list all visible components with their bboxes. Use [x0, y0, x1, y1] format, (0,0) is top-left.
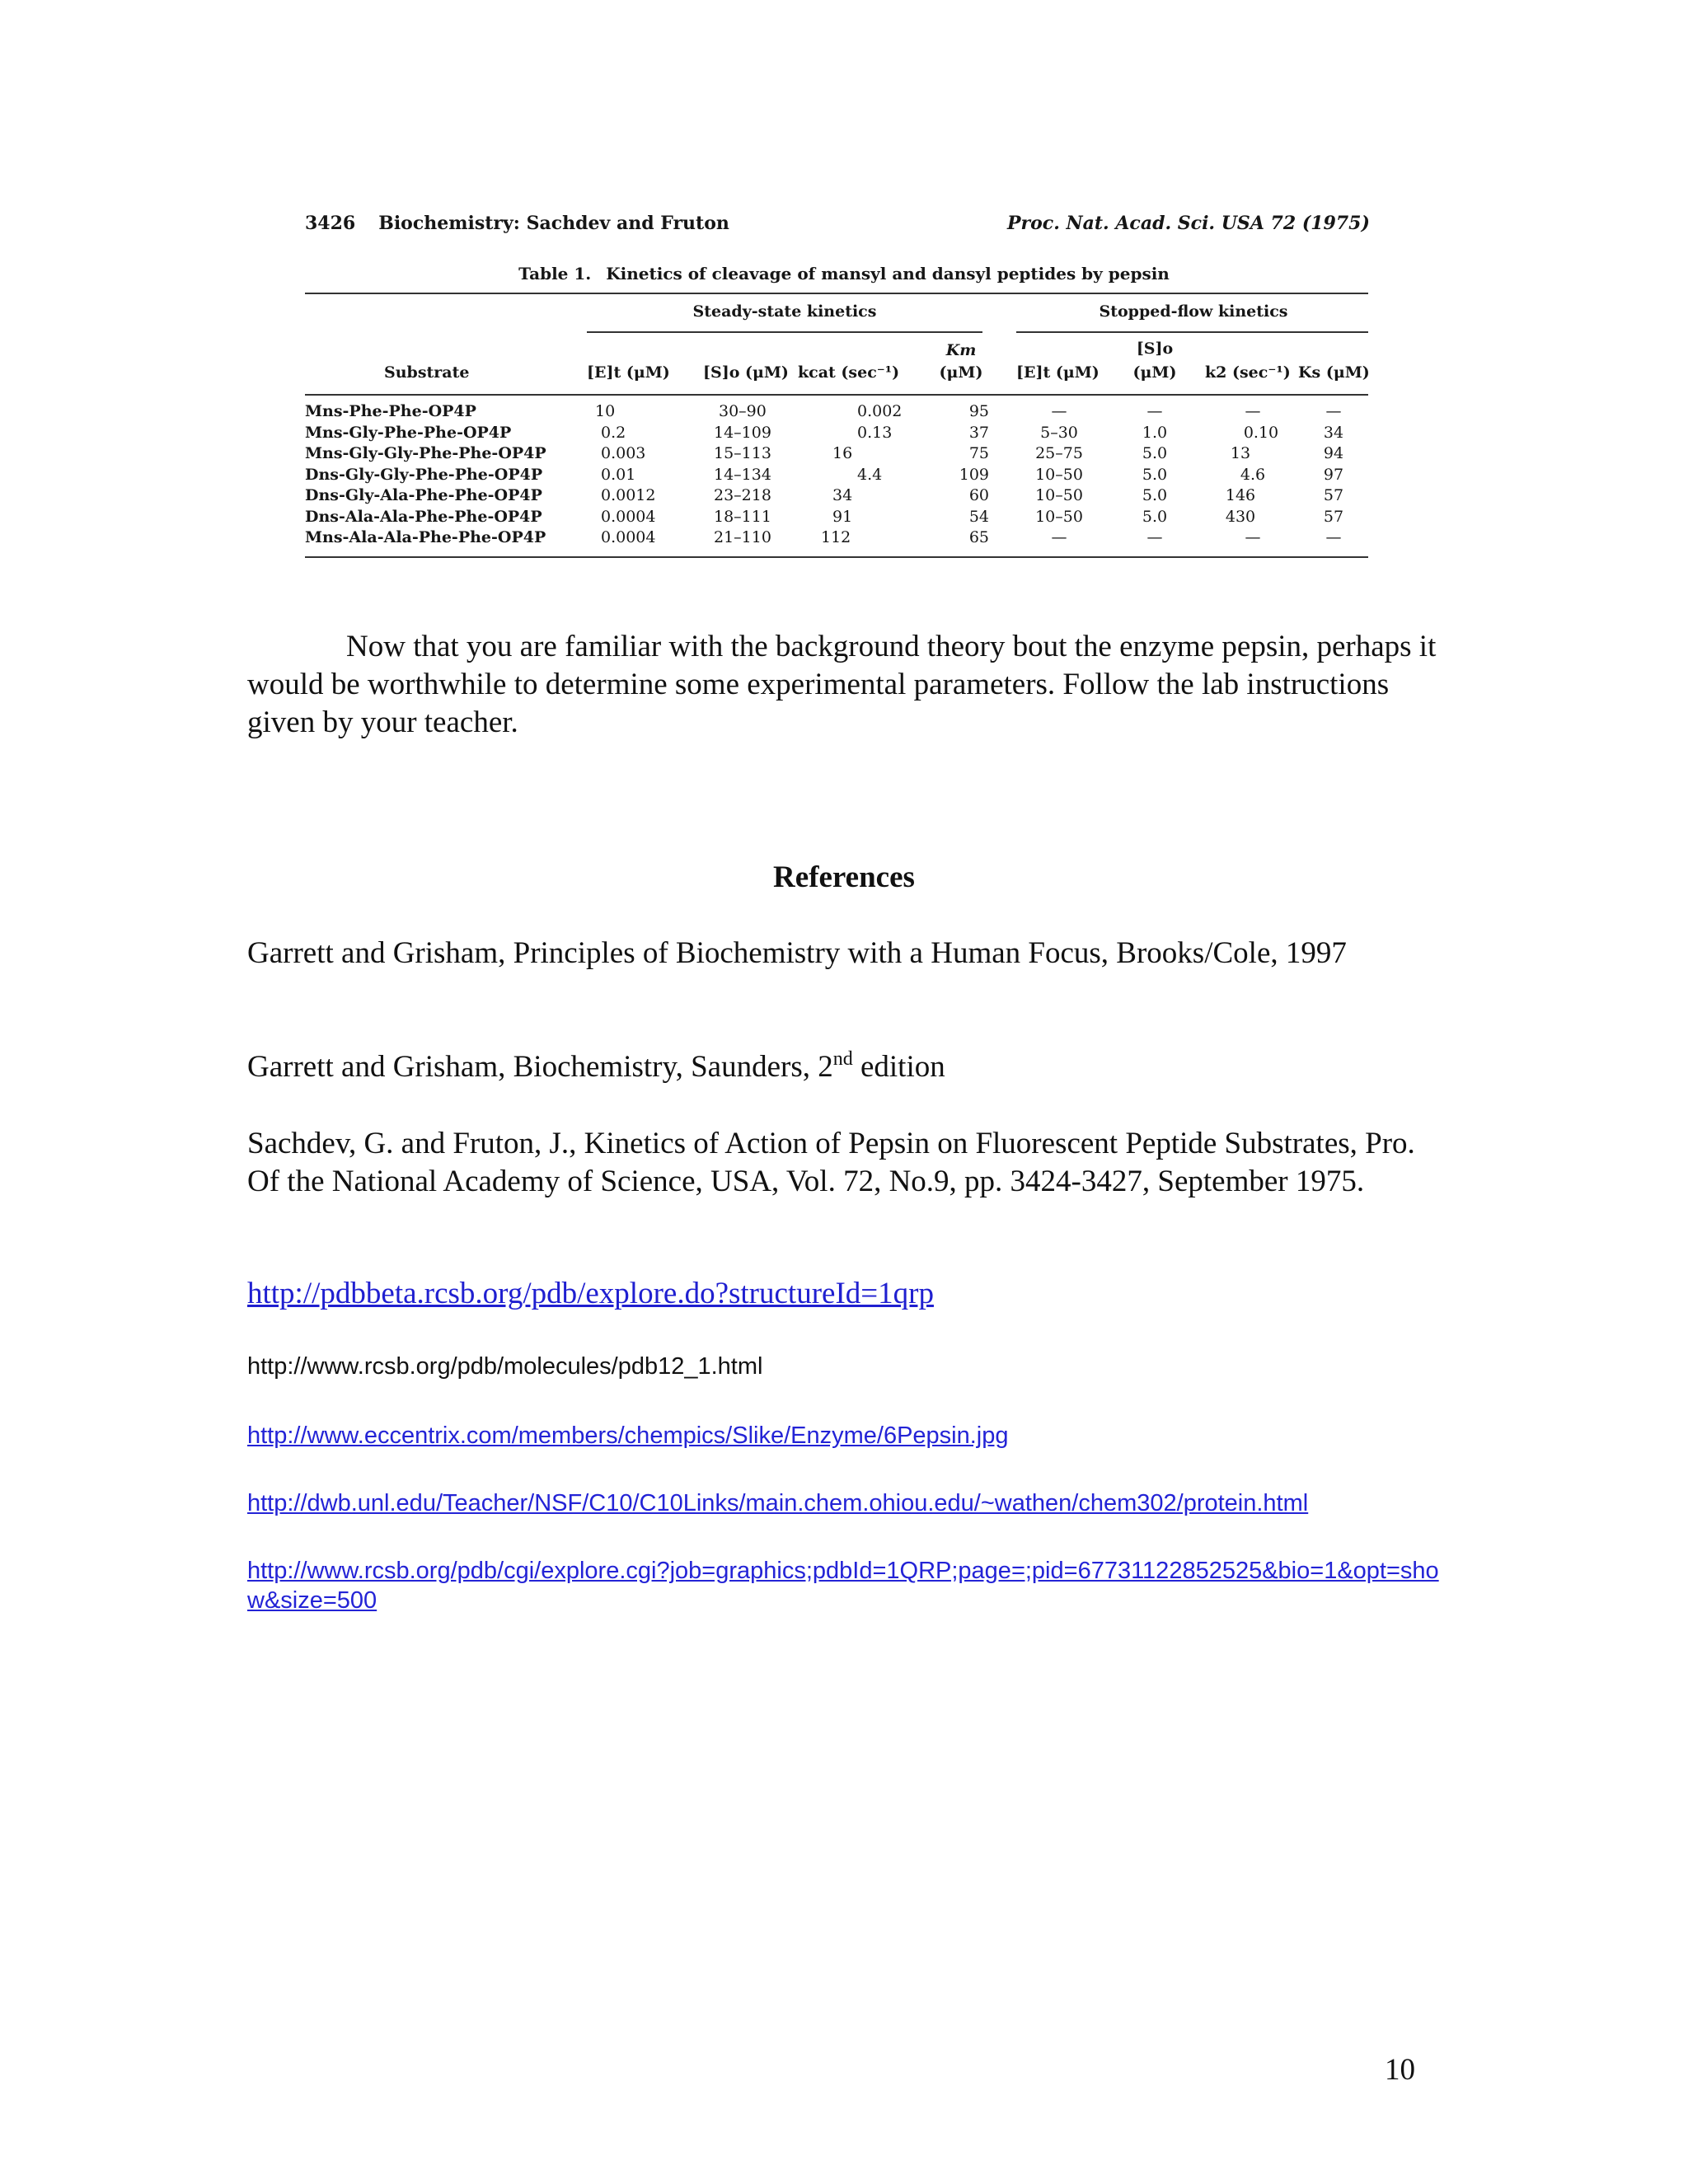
table-cell: 10–50 — [1035, 486, 1083, 504]
table-cell: Mns-Phe-Phe-OP4P — [305, 402, 476, 420]
link-eccentrix-pepsin[interactable]: http://www.eccentrix.com/members/chempics/Slike/Enzyme/6Pepsin.jpg — [247, 1422, 1009, 1449]
table-cell: 57 — [1323, 507, 1344, 526]
table-cell: Mns-Gly-Gly-Phe-Phe-OP4P — [305, 444, 546, 462]
col-header-km-top: Km — [945, 341, 977, 359]
reference-garrett-principles: Garrett and Grisham, Principles of Biochemistry with a Human Focus, Brooks/Cole, 1997 — [247, 936, 1347, 970]
table-cell: — — [1051, 402, 1067, 420]
table-cell: — — [1245, 402, 1261, 420]
reference-text: Garrett and Grisham, Biochemistry, Saunders, 2 — [247, 1050, 833, 1084]
table-cell: 34 — [832, 486, 853, 504]
table-cell: 109 — [959, 465, 989, 484]
table-caption — [0, 264, 1688, 284]
table-number: Table 1. — [518, 264, 592, 284]
table-cell: Dns-Gly-Ala-Phe-Phe-OP4P — [305, 486, 542, 504]
table-cell: 4.4 — [857, 465, 883, 484]
table-cell: 1.0 — [1142, 423, 1168, 442]
table-cell: — — [1325, 402, 1342, 420]
body-paragraph: Now that you are familiar with the background theory bout the enzyme pepsin, perhaps it would be worthwhile to determine some experimental parameters. Follow the lab instructions given by your teacher. — [247, 630, 1437, 739]
table-cell: 94 — [1323, 444, 1344, 462]
reference-sachdev-fruton: Sachdev, G. and Fruton, J., Kinetics of Action of Pepsin on Fluorescent Peptide Substrates, Pro. Of the National Academy of Science, USA, Vol. 72, No.9, pp. 3424-3427, September 1975. — [247, 1127, 1415, 1198]
table-cell: 16 — [832, 444, 853, 462]
link-dwb-unl-protein[interactable]: http://dwb.unl.edu/Teacher/NSF/C10/C10Links/main.chem.ohiou.edu/~wathen/chem302/protein.html — [247, 1490, 1309, 1516]
table-cell: 97 — [1323, 465, 1344, 484]
column-s0 — [714, 401, 788, 549]
column-kcat — [821, 401, 915, 549]
table-cell: 112 — [821, 528, 851, 546]
table-cell: 5–30 — [1040, 423, 1078, 442]
table-cell: — — [1146, 528, 1163, 546]
column-km — [938, 401, 989, 549]
table-cell: Mns-Ala-Ala-Phe-Phe-OP4P — [305, 528, 546, 546]
column-s0-stopped — [1126, 401, 1184, 549]
header-bottom-rule — [305, 394, 1368, 396]
journal-reference: Proc. Nat. Acad. Sci. USA 72 (1975) — [1007, 213, 1370, 234]
col-header-e-t: [E]t (μM) — [587, 363, 670, 382]
table-cell: 5.0 — [1142, 444, 1168, 462]
references-heading: References — [773, 860, 915, 894]
table-cell: 5.0 — [1142, 465, 1168, 484]
table-cell: 15–113 — [714, 444, 771, 462]
table-cell: 14–134 — [714, 465, 771, 484]
table-cell: 10–50 — [1035, 465, 1083, 484]
table-cell: 430 — [1225, 507, 1256, 526]
journal-header-left — [305, 213, 729, 234]
group-header-stopped: Stopped-flow kinetics — [1099, 302, 1288, 321]
table-cell: 0.01 — [601, 465, 636, 484]
table-top-rule — [305, 293, 1368, 294]
table-cell: — — [1146, 402, 1163, 420]
superscript-nd: nd — [832, 1048, 853, 1070]
table-cell: 0.0004 — [601, 528, 656, 546]
table-cell: Dns-Gly-Gly-Phe-Phe-OP4P — [305, 465, 543, 484]
column-ks — [1309, 401, 1358, 549]
table-cell: 0.0004 — [601, 507, 656, 526]
table-cell: 5.0 — [1142, 507, 1168, 526]
table-cell: 14–109 — [714, 423, 771, 442]
table-cell: 30–90 — [719, 402, 767, 420]
table-cell: 21–110 — [714, 528, 771, 546]
col-header-s0-stopped-bottom: (μM) — [1132, 363, 1177, 382]
link-pdbbeta-1qrp[interactable]: http://pdbbeta.rcsb.org/pdb/explore.do?structureId=1qrp — [247, 1277, 934, 1310]
table-cell: 10–50 — [1035, 507, 1083, 526]
steady-group-rule — [587, 331, 982, 333]
column-k2 — [1212, 401, 1294, 549]
reference-text-tail: edition — [852, 1050, 945, 1084]
table-title: Kinetics of cleavage of mansyl and dansyl peptides by pepsin — [606, 264, 1170, 284]
reference-garrett-biochemistry — [247, 1048, 1451, 1086]
table-cell: 34 — [1323, 423, 1344, 442]
table-cell: 13 — [1230, 444, 1251, 462]
table-cell: 75 — [968, 444, 989, 462]
table-cell: 37 — [968, 423, 989, 442]
table-cell: 0.002 — [857, 402, 903, 420]
col-header-km-bottom: (μM) — [939, 363, 983, 382]
table-cell: 91 — [832, 507, 853, 526]
col-header-s0-stopped-top: [S]o — [1136, 340, 1174, 358]
journal-page-number: 3426 — [305, 213, 356, 234]
col-header-k2: k2 (sec⁻¹) — [1205, 363, 1291, 382]
table-cell: 5.0 — [1142, 486, 1168, 504]
column-e-t — [595, 401, 669, 549]
page-number: 10 — [1385, 2053, 1415, 2087]
table-cell: 0.2 — [601, 423, 626, 442]
table-cell: 146 — [1225, 486, 1256, 504]
table-cell: 95 — [968, 402, 989, 420]
col-header-e-t-stopped: [E]t (μM) — [1016, 363, 1100, 382]
col-header-s0: [S]o (μM) — [703, 363, 789, 382]
table-cell: Dns-Ala-Ala-Phe-Phe-OP4P — [305, 507, 542, 526]
journal-section: Biochemistry: Sachdev and Fruton — [378, 213, 729, 234]
table-cell: 60 — [968, 486, 989, 504]
table-cell: — — [1245, 528, 1261, 546]
table-cell: 0.0012 — [601, 486, 656, 504]
group-header-steady: Steady-state kinetics — [692, 302, 877, 321]
column-substrate — [305, 401, 546, 549]
table-cell: 0.13 — [857, 423, 893, 442]
stopped-group-rule — [1016, 331, 1368, 333]
table-cell: Mns-Gly-Phe-Phe-OP4P — [305, 423, 512, 442]
link-rcsb-explore-1qrp[interactable]: http://www.rcsb.org/pdb/cgi/explore.cgi?job=graphics;pdbId=1QRP;page=;pid=67731122852525&bio=1&opt=show&size=500 — [247, 1558, 1439, 1614]
table-cell: 65 — [968, 528, 989, 546]
url-rcsb-molecules: http://www.rcsb.org/pdb/molecules/pdb12_1.html — [247, 1353, 763, 1380]
table-cell: — — [1051, 528, 1067, 546]
table-bottom-rule — [305, 556, 1368, 558]
table-cell: 23–218 — [714, 486, 771, 504]
col-header-ks: Ks (μM) — [1298, 363, 1370, 382]
table-cell: 10 — [595, 402, 616, 420]
table-cell: 4.6 — [1240, 465, 1266, 484]
table-cell: 0.003 — [601, 444, 646, 462]
table-cell: 57 — [1323, 486, 1344, 504]
table-cell: 0.10 — [1243, 423, 1279, 442]
table-cell: 25–75 — [1035, 444, 1083, 462]
table-cell: — — [1325, 528, 1342, 546]
col-header-kcat: kcat (sec⁻¹) — [798, 363, 900, 382]
column-e-t-stopped — [1025, 401, 1093, 549]
table-cell: 54 — [968, 507, 989, 526]
table-cell: 18–111 — [714, 507, 771, 526]
col-header-substrate: Substrate — [384, 363, 470, 382]
